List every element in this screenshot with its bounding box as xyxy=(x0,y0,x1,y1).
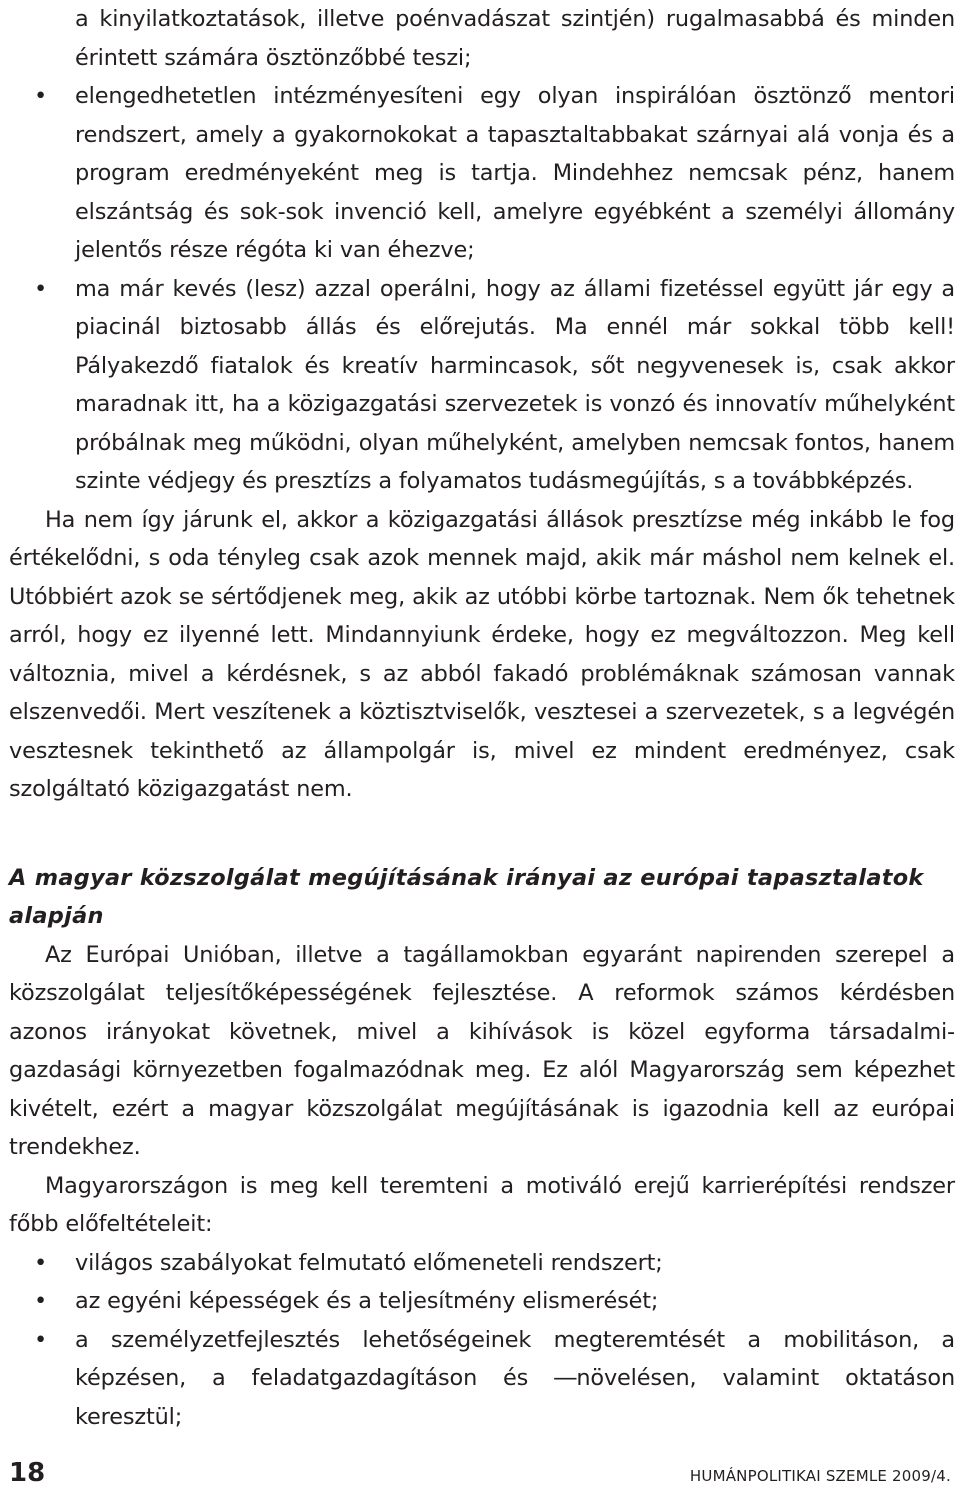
list-item xyxy=(9,77,955,270)
list-item-text: világos szabályokat felmutató előmeneteli rendszert; xyxy=(75,1249,663,1276)
bullet-list-2 xyxy=(9,1244,955,1437)
list-item-text: elengedhetetlen intézményesíteni egy olyan inspirálóan ösztönző mentori rendszert, amely a gyakornokokat a tapasztaltabbakat szárnyai alá vonja és a program eredményeként meg is tartja. Mindehhez nemcsak pénz, hanem elszántság és sok-sok invenció kell, amelyre egyébként a személyi állomány jelentős része régóta ki van éhezve; xyxy=(75,83,955,263)
continued-list-item: a kinyilatkoztatások, illetve poénvadászat szintjén) rugalmasabbá és minden érintett számára ösztönzőbbé teszi; xyxy=(75,6,955,71)
list-item xyxy=(9,1282,955,1321)
list-item xyxy=(9,270,955,501)
section-heading: A magyar közszolgálat megújításának irányai az európai tapasztalatok alapján xyxy=(9,864,924,929)
list-item-text: ma már kevés (lesz) azzal operálni, hogy az állami fizetéssel együtt jár egy a piacinál biztosabb állás és előrejutás. Ma ennél már sokkal több kell! Pályakezdő fiatalok és kreatív harmincasok, sőt negyvenesek is, csak akkor maradnak itt, ha a közigazgatási szervezetek is vonzó és innovatív műhelyként próbálnak meg működni, olyan műhelyként, amelyben nemcsak fontos, hanem szinte védjegy és presztízs a folyamatos tudásmegújítás, s a továbbképzés. xyxy=(75,275,955,494)
list-item-text: az egyéni képességek és a teljesítmény elismerését; xyxy=(75,1288,659,1314)
list-item-text: a személyzetfejlesztés lehetőségeinek megteremtését a mobilitáson, a képzésen, a feladatgazdagításon és ―növelésen, valamint oktatáson keresztül; xyxy=(75,1326,955,1430)
bullet-icon: • xyxy=(34,275,48,302)
body-paragraph: Az Európai Unióban, illetve a tagállamokban egyaránt napirenden szerepel a közszolgálat teljesítőképességének fejlesztése. A reformok számos kérdésben azonos irányokat követnek, mivel a kihívások is közel egyforma társadalmi-gazdasági környezetben fogalmazódnak meg. Ez alól Magyarország sem képezhet kivételt, ezért a magyar közszolgálat megújításának is igazodnia kell az európai trendekhez. xyxy=(9,941,955,1160)
page-content xyxy=(9,0,955,1436)
list-item xyxy=(9,1321,955,1437)
bullet-icon: • xyxy=(34,1288,48,1314)
body-paragraph: Magyarországon is meg kell teremteni a motiváló erejű karrierépítési rendszer főbb előfeltételeit: xyxy=(9,1172,955,1237)
bullet-icon: • xyxy=(34,1249,48,1276)
journal-name: HUMÁNPOLITIKAI SZEMLE 2009/4. xyxy=(689,1467,951,1485)
list-item xyxy=(9,1244,955,1283)
bullet-icon: • xyxy=(34,1326,48,1353)
page-footer xyxy=(9,1458,955,1492)
bullet-icon: • xyxy=(34,83,48,109)
bullet-list-1 xyxy=(9,77,955,501)
body-paragraph: Ha nem így járunk el, akkor a közigazgatási állások presztízse még inkább le fog értékelődni, s oda tényleg csak azok mennek majd, akik már máshol nem kelnek el. Utóbbiért azok se sértődjenek meg, akik az utóbbi körbe tartoznak. Nem ők tehetnek arról, hogy ez ilyenné lett. Mindannyiunk érdeke, hogy ez megváltozzon. Meg kell változnia, mivel a kérdésnek, s az abból fakadó problémáknak számosan vannak elszenvedői. Mert veszítenek a köztisztviselők, vesztesei a szervezetek, s a legvégén vesztesnek tekinthető az állampolgár is, mivel ez mindent eredményez, csak szolgáltató közigazgatást nem. xyxy=(9,506,955,802)
page-number: 18 xyxy=(9,1458,46,1488)
